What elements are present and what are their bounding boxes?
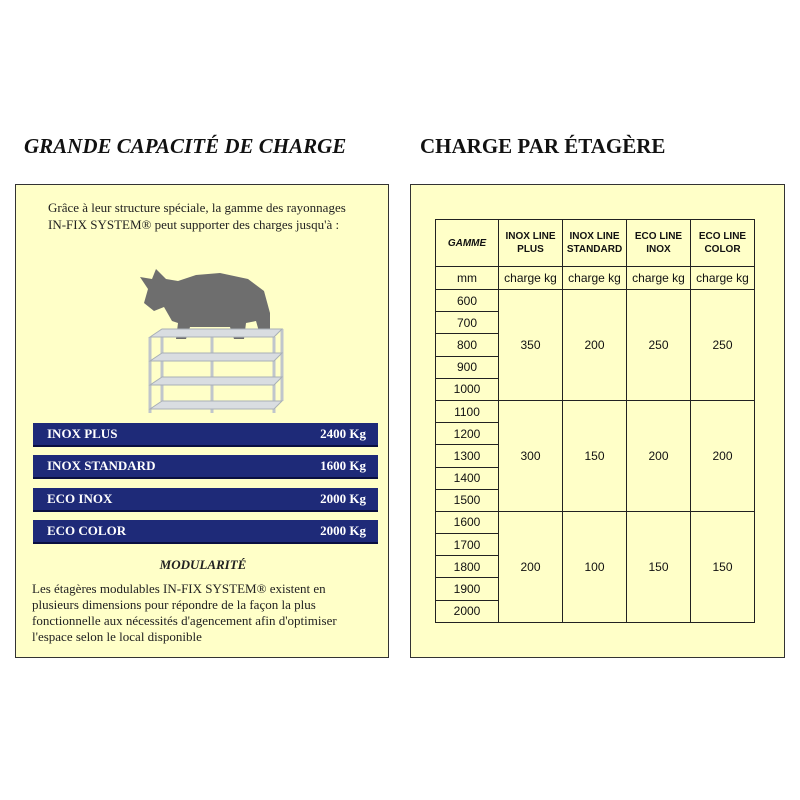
size-cell: 1400	[436, 467, 499, 489]
right-title: CHARGE PAR ÉTAGÈRE	[420, 134, 666, 158]
unit-cell: mm	[436, 267, 499, 290]
capacity-name: INOX STANDARD	[47, 458, 156, 473]
load-cell: 200	[499, 511, 563, 622]
header-inox-line-standard: INOX LINE STANDARD	[563, 220, 627, 267]
capacity-value: 2400 Kg	[320, 426, 366, 441]
unit-cell: charge kg	[499, 267, 563, 290]
load-per-shelf-table	[435, 219, 755, 623]
capacity-value: 2000 Kg	[320, 523, 366, 538]
load-table-panel	[410, 184, 785, 658]
unit-cell: charge kg	[563, 267, 627, 290]
table-row	[436, 511, 755, 533]
load-cell: 150	[691, 511, 755, 622]
intro-text: Grâce à leur structure spéciale, la gamme des rayonnages IN-FIX SYSTEM® peut supporter des charges jusqu'à :	[48, 200, 346, 232]
load-cell: 200	[691, 400, 755, 511]
size-cell: 2000	[436, 600, 499, 622]
modularity-text: Les étagères modulables IN-FIX SYSTEM® existent en plusieurs dimensions pour répondre de la façon la plus fonctionnelle aux nécessités d'agencement afin d'optimiser l'espace selon le local disponible	[32, 581, 337, 644]
header-row	[436, 220, 755, 267]
capacity-row-eco-inox	[33, 488, 378, 512]
units-row	[436, 267, 755, 290]
size-cell: 900	[436, 356, 499, 378]
capacity-row-inox-plus	[33, 423, 378, 447]
load-cell: 150	[563, 400, 627, 511]
capacity-row-inox-standard	[33, 455, 378, 479]
size-cell: 1100	[436, 400, 499, 422]
capacity-panel	[15, 184, 389, 658]
load-cell: 300	[499, 400, 563, 511]
size-cell: 1600	[436, 511, 499, 533]
load-cell: 250	[627, 290, 691, 401]
capacity-row-eco-color	[33, 520, 378, 544]
size-cell: 1500	[436, 489, 499, 511]
table-row	[436, 400, 755, 422]
rhino-on-shelf-illustration	[134, 263, 284, 423]
capacity-name: ECO INOX	[47, 491, 113, 506]
size-cell: 600	[436, 290, 499, 312]
load-cell: 200	[627, 400, 691, 511]
size-cell: 1900	[436, 578, 499, 600]
size-cell: 1800	[436, 556, 499, 578]
size-cell: 800	[436, 334, 499, 356]
load-cell: 100	[563, 511, 627, 622]
size-cell: 1300	[436, 445, 499, 467]
size-cell: 700	[436, 312, 499, 334]
load-cell: 200	[563, 290, 627, 401]
header-eco-line-color: ECO LINE COLOR	[691, 220, 755, 267]
unit-cell: charge kg	[627, 267, 691, 290]
size-cell: 1700	[436, 534, 499, 556]
capacity-value: 1600 Kg	[320, 458, 366, 473]
table-row	[436, 290, 755, 312]
capacity-value: 2000 Kg	[320, 491, 366, 506]
load-cell: 350	[499, 290, 563, 401]
size-cell: 1200	[436, 423, 499, 445]
unit-cell: charge kg	[691, 267, 755, 290]
capacity-name: INOX PLUS	[47, 426, 118, 441]
capacity-name: ECO COLOR	[47, 523, 127, 538]
modularity-title: MODULARITÉ	[159, 557, 247, 572]
header-label: GAMME	[447, 237, 487, 249]
header-eco-line-inox: ECO LINE INOX	[627, 220, 691, 267]
load-cell: 150	[627, 511, 691, 622]
load-cell: 250	[691, 290, 755, 401]
header-inox-line-plus: INOX LINE PLUS	[499, 220, 563, 267]
left-title: GRANDE CAPACITÉ DE CHARGE	[24, 134, 347, 158]
size-cell: 1000	[436, 378, 499, 400]
header-gamme	[436, 220, 499, 267]
